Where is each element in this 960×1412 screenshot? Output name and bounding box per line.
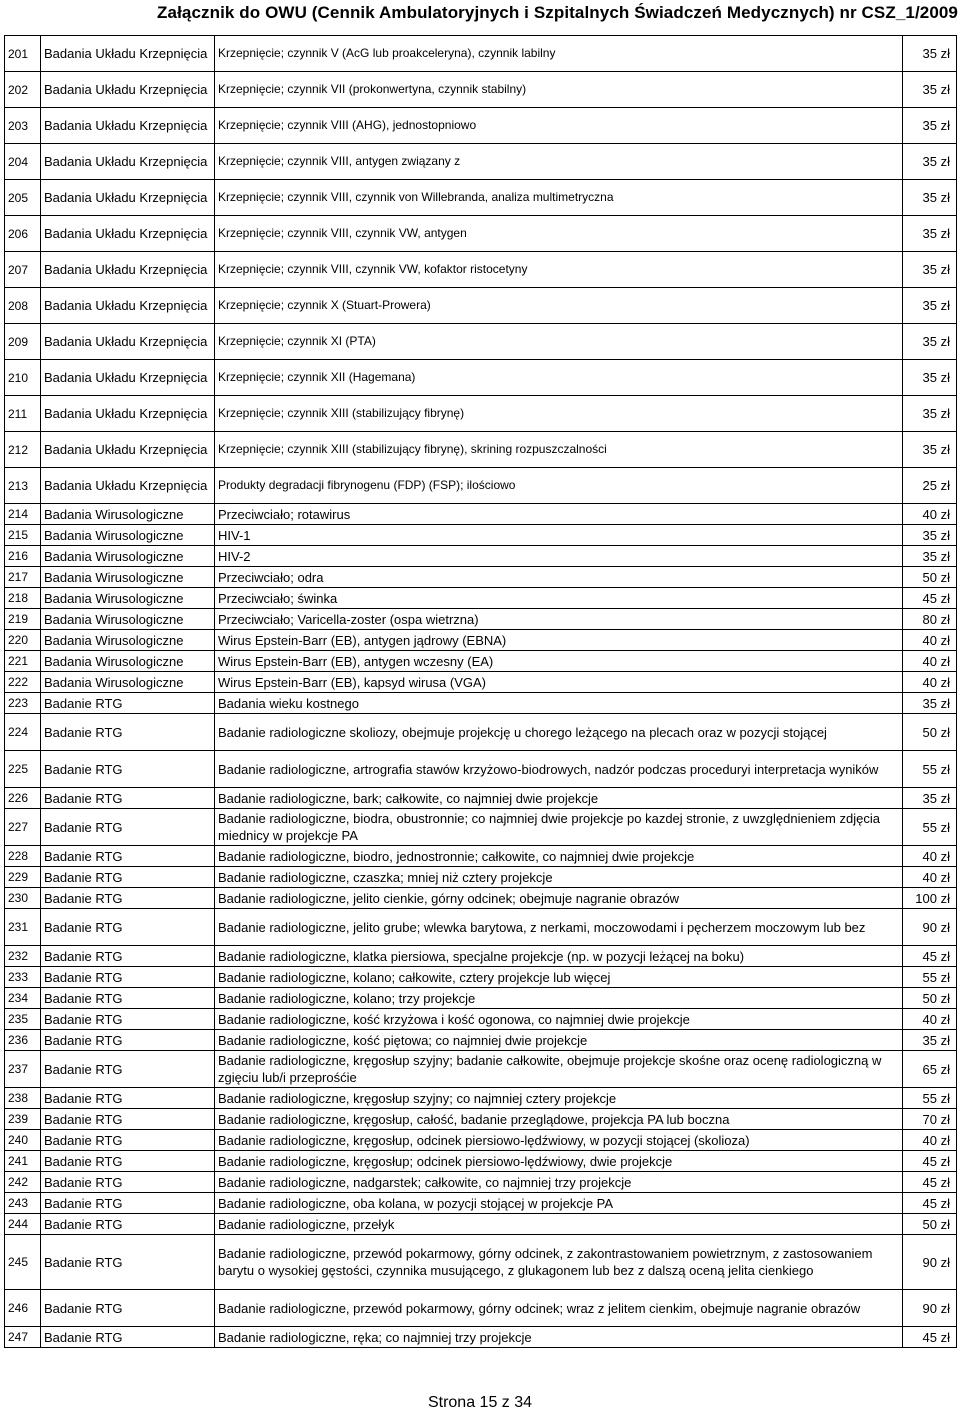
- table-row: [5, 1290, 957, 1327]
- row-price: 40 zł: [903, 1130, 957, 1151]
- row-price: 45 zł: [903, 1172, 957, 1193]
- table-row: [5, 180, 957, 216]
- row-category: Badania Wirusologiczne: [41, 504, 215, 525]
- row-description: Badanie radiologiczne, kręgosłup, całość, badanie przeglądowe, projekcja PA lub boczna: [215, 1109, 903, 1130]
- row-number: 223: [5, 693, 41, 714]
- row-number: 205: [5, 180, 41, 216]
- row-category: Badanie RTG: [41, 909, 215, 946]
- table-row: [5, 609, 957, 630]
- row-description: Krzepnięcie; czynnik VIII, czynnik VW, kofaktor ristocetyny: [215, 252, 903, 288]
- row-number: 238: [5, 1088, 41, 1109]
- row-price: 45 zł: [903, 1327, 957, 1348]
- table-row: [5, 1088, 957, 1109]
- row-number: 204: [5, 144, 41, 180]
- row-number: 233: [5, 967, 41, 988]
- row-number: 224: [5, 714, 41, 751]
- row-description: HIV-1: [215, 525, 903, 546]
- row-category: Badania Wirusologiczne: [41, 609, 215, 630]
- row-category: Badanie RTG: [41, 888, 215, 909]
- row-description: Badanie radiologiczne, przewód pokarmowy, górny odcinek; wraz z jelitem cienkim, obejmuje nagranie obrazów: [215, 1290, 903, 1327]
- table-row: [5, 504, 957, 525]
- row-price: 35 zł: [903, 180, 957, 216]
- table-row: [5, 324, 957, 360]
- row-price: 35 zł: [903, 360, 957, 396]
- row-number: 237: [5, 1051, 41, 1088]
- row-price: 35 zł: [903, 788, 957, 809]
- row-price: 35 zł: [903, 288, 957, 324]
- row-description: Badanie radiologiczne, przełyk: [215, 1214, 903, 1235]
- row-category: Badania Wirusologiczne: [41, 546, 215, 567]
- row-price: 45 zł: [903, 1151, 957, 1172]
- row-description: Wirus Epstein-Barr (EB), antygen wczesny (EA): [215, 651, 903, 672]
- row-description: Badanie radiologiczne, kolano; całkowite, cztery projekcje lub więcej: [215, 967, 903, 988]
- row-price: 55 zł: [903, 967, 957, 988]
- row-description: Krzepnięcie; czynnik XII (Hagemana): [215, 360, 903, 396]
- row-category: Badanie RTG: [41, 1172, 215, 1193]
- row-price: 40 zł: [903, 1009, 957, 1030]
- row-number: 235: [5, 1009, 41, 1030]
- row-description: Badanie radiologiczne, biodra, obustronnie; co najmniej dwie projekcje po kazdej stronie, z uwzględnieniem zdjęcia miednicy w projekcje PA: [215, 809, 903, 846]
- row-price: 90 zł: [903, 1290, 957, 1327]
- table-row: [5, 651, 957, 672]
- row-category: Badania Wirusologiczne: [41, 651, 215, 672]
- row-category: Badanie RTG: [41, 751, 215, 788]
- table-row: [5, 846, 957, 867]
- row-category: Badanie RTG: [41, 693, 215, 714]
- row-price: 40 zł: [903, 672, 957, 693]
- row-description: Badanie radiologiczne, kość krzyżowa i kość ogonowa, co najmniej dwie projekcje: [215, 1009, 903, 1030]
- row-category: Badania Układu Krzepnięcia: [41, 360, 215, 396]
- row-category: Badanie RTG: [41, 714, 215, 751]
- row-number: 240: [5, 1130, 41, 1151]
- table-row: [5, 1193, 957, 1214]
- table-row: [5, 1151, 957, 1172]
- row-category: Badanie RTG: [41, 788, 215, 809]
- row-price: 50 zł: [903, 1214, 957, 1235]
- row-price: 35 zł: [903, 693, 957, 714]
- row-price: 45 zł: [903, 1193, 957, 1214]
- table-row: [5, 252, 957, 288]
- row-number: 241: [5, 1151, 41, 1172]
- row-number: 212: [5, 432, 41, 468]
- row-number: 228: [5, 846, 41, 867]
- row-number: 245: [5, 1235, 41, 1290]
- row-description: Badanie radiologiczne, ręka; co najmniej trzy projekcje: [215, 1327, 903, 1348]
- row-number: 217: [5, 567, 41, 588]
- row-price: 40 zł: [903, 630, 957, 651]
- row-description: HIV-2: [215, 546, 903, 567]
- row-price: 40 zł: [903, 867, 957, 888]
- row-price: 40 zł: [903, 651, 957, 672]
- row-number: 213: [5, 468, 41, 504]
- row-category: Badanie RTG: [41, 867, 215, 888]
- table-row: [5, 396, 957, 432]
- table-row: [5, 888, 957, 909]
- row-number: 227: [5, 809, 41, 846]
- row-category: Badania Układu Krzepnięcia: [41, 36, 215, 72]
- row-price: 45 zł: [903, 946, 957, 967]
- row-description: Krzepnięcie; czynnik XIII (stabilizujący fibrynę): [215, 396, 903, 432]
- row-price: 35 zł: [903, 252, 957, 288]
- row-description: Badanie radiologiczne, kręgosłup szyjny; co najmniej cztery projekcje: [215, 1088, 903, 1109]
- row-category: Badania Układu Krzepnięcia: [41, 72, 215, 108]
- row-number: 225: [5, 751, 41, 788]
- row-description: Przeciwciało; Varicella-zoster (ospa wietrzna): [215, 609, 903, 630]
- row-description: Przeciwciało; rotawirus: [215, 504, 903, 525]
- row-number: 232: [5, 946, 41, 967]
- row-price: 50 zł: [903, 714, 957, 751]
- row-category: Badanie RTG: [41, 967, 215, 988]
- table-row: [5, 468, 957, 504]
- table-row: [5, 1030, 957, 1051]
- page-header-title: Załącznik do OWU (Cennik Ambulatoryjnych i Szpitalnych Świadczeń Medycznych) nr CSZ_1/2009: [157, 3, 958, 22]
- row-number: 229: [5, 867, 41, 888]
- row-description: Badanie radiologiczne, kręgosłup; odcinek piersiowo-lędźwiowy, dwie projekcje: [215, 1151, 903, 1172]
- row-number: 247: [5, 1327, 41, 1348]
- table-row: [5, 432, 957, 468]
- row-price: 55 zł: [903, 751, 957, 788]
- row-description: Badanie radiologiczne, kolano; trzy projekcje: [215, 988, 903, 1009]
- row-price: 25 zł: [903, 468, 957, 504]
- row-category: Badania Układu Krzepnięcia: [41, 252, 215, 288]
- row-number: 219: [5, 609, 41, 630]
- row-description: Badanie radiologiczne, bark; całkowite, co najmniej dwie projekcje: [215, 788, 903, 809]
- table-row: [5, 1109, 957, 1130]
- row-number: 230: [5, 888, 41, 909]
- table-row: [5, 693, 957, 714]
- row-price: 40 zł: [903, 846, 957, 867]
- table-row: [5, 909, 957, 946]
- row-description: Badanie radiologiczne, jelito grube; wlewka barytowa, z nerkami, moczowodami i pęcherzem moczowym lub bez: [215, 909, 903, 946]
- row-number: 209: [5, 324, 41, 360]
- row-description: Krzepnięcie; czynnik VIII, antygen związany z: [215, 144, 903, 180]
- table-row: [5, 36, 957, 72]
- table-row: [5, 588, 957, 609]
- row-category: Badanie RTG: [41, 1030, 215, 1051]
- row-number: 215: [5, 525, 41, 546]
- table-row: [5, 967, 957, 988]
- row-category: Badanie RTG: [41, 1327, 215, 1348]
- row-category: Badania Wirusologiczne: [41, 672, 215, 693]
- row-description: Badanie radiologiczne, jelito cienkie, górny odcinek; obejmuje nagranie obrazów: [215, 888, 903, 909]
- row-description: Badanie radiologiczne, czaszka; mniej niż cztery projekcje: [215, 867, 903, 888]
- page-number: Strona 15 z 34: [427, 1394, 533, 1411]
- row-price: 35 zł: [903, 36, 957, 72]
- row-price: 35 zł: [903, 216, 957, 252]
- row-category: Badania Wirusologiczne: [41, 630, 215, 651]
- row-description: Badanie radiologiczne, przewód pokarmowy, górny odcinek, z zakontrastowaniem powietrznym, z zastosowaniem barytu o wysokiej gęstości, czynnika musującego, z glukagonem lub bez z dalszą oceną jelita cienkiego: [215, 1235, 903, 1290]
- row-price: 35 zł: [903, 144, 957, 180]
- row-category: Badania Wirusologiczne: [41, 525, 215, 546]
- row-description: Badanie radiologiczne, biodro, jednostronnie; całkowite, co najmniej dwie projekcje: [215, 846, 903, 867]
- row-price: 65 zł: [903, 1051, 957, 1088]
- table-row: [5, 108, 957, 144]
- row-price: 90 zł: [903, 1235, 957, 1290]
- row-category: Badanie RTG: [41, 1290, 215, 1327]
- row-number: 218: [5, 588, 41, 609]
- table-row: [5, 788, 957, 809]
- table-row: [5, 751, 957, 788]
- row-description: Przeciwciało; świnka: [215, 588, 903, 609]
- row-description: Badanie radiologiczne, kość piętowa; co najmniej dwie projekcje: [215, 1030, 903, 1051]
- row-category: Badania Układu Krzepnięcia: [41, 432, 215, 468]
- row-category: Badanie RTG: [41, 846, 215, 867]
- table-row: [5, 360, 957, 396]
- table-row: [5, 867, 957, 888]
- table-row: [5, 1009, 957, 1030]
- row-price: 35 zł: [903, 432, 957, 468]
- table-row: [5, 546, 957, 567]
- table-row: [5, 1327, 957, 1348]
- row-number: 236: [5, 1030, 41, 1051]
- table-row: [5, 988, 957, 1009]
- row-description: Badanie radiologiczne, kręgosłup szyjny; badanie całkowite, obejmuje projekcje skośne oraz ocenę radiologiczną w zgięciu lub/i przeprośćie: [215, 1051, 903, 1088]
- table-row: [5, 288, 957, 324]
- table-row: [5, 672, 957, 693]
- row-number: 207: [5, 252, 41, 288]
- row-description: Przeciwciało; odra: [215, 567, 903, 588]
- row-category: Badanie RTG: [41, 988, 215, 1009]
- row-number: 242: [5, 1172, 41, 1193]
- row-description: Krzepnięcie; czynnik VIII (AHG), jednostopniowo: [215, 108, 903, 144]
- table-row: [5, 144, 957, 180]
- table-row: [5, 714, 957, 751]
- price-table-body: [5, 36, 957, 1348]
- table-row: [5, 809, 957, 846]
- table-row: [5, 1051, 957, 1088]
- table-row: [5, 525, 957, 546]
- row-description: Krzepnięcie; czynnik X (Stuart-Prowera): [215, 288, 903, 324]
- row-description: Badanie radiologiczne, artrografia stawów krzyżowo-biodrowych, nadzór podczas proceduryi interpretacja wyników: [215, 751, 903, 788]
- row-category: Badania Układu Krzepnięcia: [41, 144, 215, 180]
- row-price: 50 zł: [903, 567, 957, 588]
- table-row: [5, 1214, 957, 1235]
- price-table: [4, 35, 957, 1348]
- row-description: Produkty degradacji fibrynogenu (FDP) (FSP); ilościowo: [215, 468, 903, 504]
- row-number: 221: [5, 651, 41, 672]
- table-row: [5, 567, 957, 588]
- row-number: 231: [5, 909, 41, 946]
- row-number: 208: [5, 288, 41, 324]
- row-description: Krzepnięcie; czynnik XIII (stabilizujący fibrynę), skrining rozpuszczalności: [215, 432, 903, 468]
- row-number: 202: [5, 72, 41, 108]
- row-description: Badania wieku kostnego: [215, 693, 903, 714]
- row-category: Badanie RTG: [41, 1130, 215, 1151]
- row-number: 203: [5, 108, 41, 144]
- row-description: Krzepnięcie; czynnik XI (PTA): [215, 324, 903, 360]
- table-row: [5, 1235, 957, 1290]
- row-price: 40 zł: [903, 504, 957, 525]
- row-category: Badania Wirusologiczne: [41, 567, 215, 588]
- row-category: Badania Układu Krzepnięcia: [41, 216, 215, 252]
- row-number: 246: [5, 1290, 41, 1327]
- row-price: 80 zł: [903, 609, 957, 630]
- row-description: Badanie radiologiczne skoliozy, obejmuje projekcję u chorego leżącego na plecach oraz w pozycji stojącej: [215, 714, 903, 751]
- row-price: 35 zł: [903, 72, 957, 108]
- table-row: [5, 1172, 957, 1193]
- row-price: 35 zł: [903, 525, 957, 546]
- row-category: Badania Wirusologiczne: [41, 588, 215, 609]
- table-row: [5, 1130, 957, 1151]
- row-price: 100 zł: [903, 888, 957, 909]
- row-description: Badanie radiologiczne, klatka piersiowa, specjalne projekcje (np. w pozycji leżącej na boku): [215, 946, 903, 967]
- table-row: [5, 72, 957, 108]
- row-description: Krzepnięcie; czynnik VIII, czynnik von Willebranda, analiza multimetryczna: [215, 180, 903, 216]
- row-number: 210: [5, 360, 41, 396]
- row-price: 35 zł: [903, 324, 957, 360]
- row-price: 35 zł: [903, 546, 957, 567]
- row-category: Badanie RTG: [41, 809, 215, 846]
- row-category: Badania Układu Krzepnięcia: [41, 108, 215, 144]
- row-description: Krzepnięcie; czynnik VII (prokonwertyna, czynnik stabilny): [215, 72, 903, 108]
- row-category: Badania Układu Krzepnięcia: [41, 324, 215, 360]
- row-price: 70 zł: [903, 1109, 957, 1130]
- row-description: Wirus Epstein-Barr (EB), kapsyd wirusa (VGA): [215, 672, 903, 693]
- row-number: 234: [5, 988, 41, 1009]
- row-description: Krzepnięcie; czynnik VIII, czynnik VW, antygen: [215, 216, 903, 252]
- row-price: 35 zł: [903, 396, 957, 432]
- row-price: 35 zł: [903, 108, 957, 144]
- row-category: Badanie RTG: [41, 1193, 215, 1214]
- row-description: Krzepnięcie; czynnik V (AcG lub proakceleryna), czynnik labilny: [215, 36, 903, 72]
- row-category: Badanie RTG: [41, 1088, 215, 1109]
- row-category: Badania Układu Krzepnięcia: [41, 468, 215, 504]
- row-number: 211: [5, 396, 41, 432]
- row-description: Badanie radiologiczne, nadgarstek; całkowite, co najmniej trzy projekcje: [215, 1172, 903, 1193]
- row-category: Badanie RTG: [41, 1109, 215, 1130]
- table-row: [5, 630, 957, 651]
- row-price: 90 zł: [903, 909, 957, 946]
- row-number: 214: [5, 504, 41, 525]
- row-category: Badania Układu Krzepnięcia: [41, 396, 215, 432]
- row-category: Badanie RTG: [41, 946, 215, 967]
- row-number: 226: [5, 788, 41, 809]
- row-price: 45 zł: [903, 588, 957, 609]
- row-number: 243: [5, 1193, 41, 1214]
- row-category: Badania Układu Krzepnięcia: [41, 180, 215, 216]
- row-category: Badanie RTG: [41, 1151, 215, 1172]
- row-price: 55 zł: [903, 1088, 957, 1109]
- row-category: Badanie RTG: [41, 1051, 215, 1088]
- row-number: 244: [5, 1214, 41, 1235]
- row-description: Wirus Epstein-Barr (EB), antygen jądrowy (EBNA): [215, 630, 903, 651]
- row-description: Badanie radiologiczne, kręgosłup, odcinek piersiowo-lędźwiowy, w pozycji stojącej (skolioza): [215, 1130, 903, 1151]
- row-number: 239: [5, 1109, 41, 1130]
- row-price: 35 zł: [903, 1030, 957, 1051]
- row-price: 50 zł: [903, 988, 957, 1009]
- row-number: 222: [5, 672, 41, 693]
- row-category: Badanie RTG: [41, 1009, 215, 1030]
- row-number: 220: [5, 630, 41, 651]
- row-price: 55 zł: [903, 809, 957, 846]
- row-category: Badania Układu Krzepnięcia: [41, 288, 215, 324]
- row-number: 216: [5, 546, 41, 567]
- table-row: [5, 216, 957, 252]
- row-number: 206: [5, 216, 41, 252]
- row-category: Badanie RTG: [41, 1214, 215, 1235]
- row-number: 201: [5, 36, 41, 72]
- row-description: Badanie radiologiczne, oba kolana, w pozycji stojącej w projekcje PA: [215, 1193, 903, 1214]
- row-category: Badanie RTG: [41, 1235, 215, 1290]
- table-row: [5, 946, 957, 967]
